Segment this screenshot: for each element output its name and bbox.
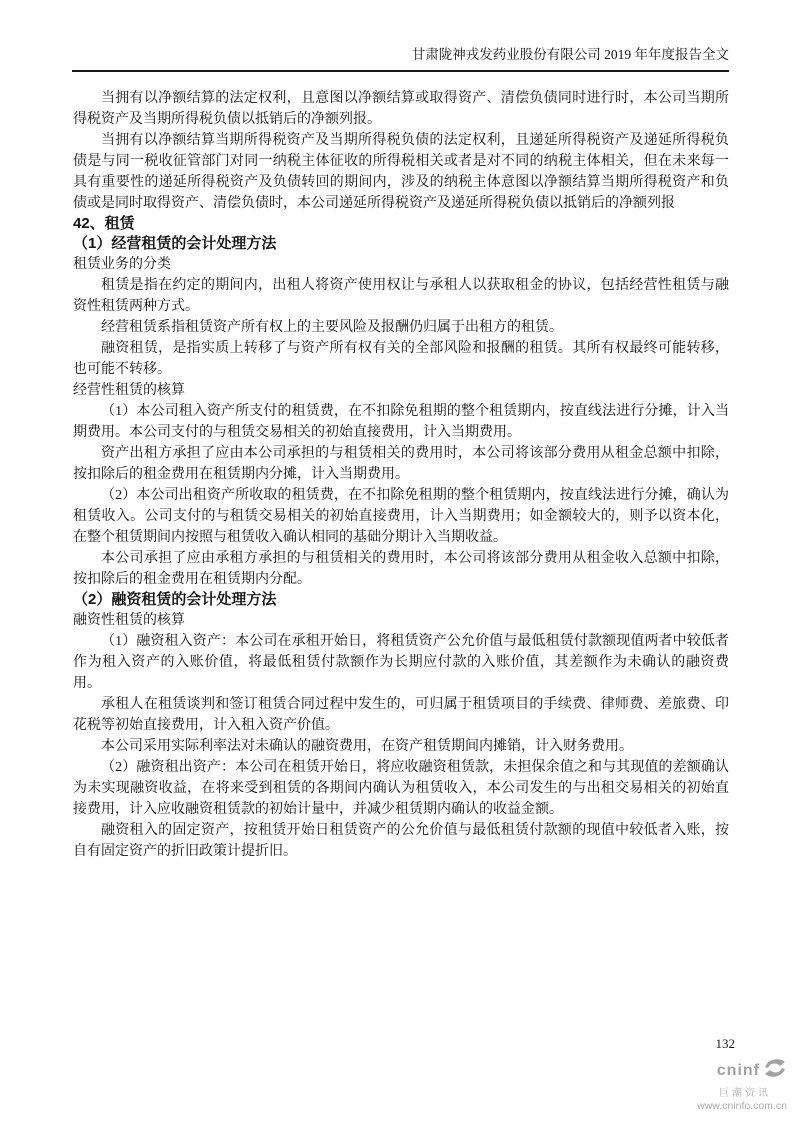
paragraph: 本公司采用实际利率法对未确认的融资费用，在资产租赁期间内摊销，计入财务费用。	[101, 739, 633, 754]
paragraph: 融资租赁，是指实质上转移了与资产所有权有关的全部风险和报酬的租赁。其所有权最终可能转移，也可能不转移。	[73, 341, 729, 377]
cninfo-url: www.cninfo.com.cn	[697, 1100, 787, 1112]
paragraph: 融资性租赁的核算	[73, 613, 185, 628]
paragraph: 经营租赁系指租赁资产所有权上的主要风险及报酬仍归属于出租方的租赁。	[101, 320, 563, 335]
paragraph: （2）本公司出租资产所收取的租赁费，在不扣除免租期的整个租赁期内，按直线法进行分摊，确认为租赁收入。公司支付的与租赁交易相关的初始直接费用，计入当期费用；如金额较大的，则予以资本化，在整个租赁期间内按照与租赁收入确认相同的基础分期计入当期收益。	[73, 488, 729, 545]
page-number: 132	[715, 1036, 735, 1051]
document-body	[73, 88, 729, 862]
paragraph: 融资租入的固定资产，按租赁开始日租赁资产的公允价值与最低租赁付款额的现值中较低者入账，按自有固定资产的折旧政策计提折旧。	[73, 823, 729, 859]
cninfo-chinese-name: 巨潮资讯	[719, 1088, 771, 1099]
paragraph: 当拥有以净额结算的法定权利，且意图以净额结算或取得资产、清偿负债同时进行时，本公司当期所得税资产及当期所得税负债以抵销后的净额列报。	[73, 91, 729, 127]
paragraph: 当拥有以净额结算当期所得税资产及当期所得税负债的法定权利，且递延所得税资产及递延所得税负债是与同一税收征管部门对同一纳税主体征收的所得税相关或者是对不同的纳税主体相关，但在未来每一具有重要性的递延所得税资产及负债转回的期间内，涉及的纳税主体意图以净额结算当期所得税资产和负债或是同时取得资产、清偿负债时，本公司递延所得税资产及递延所得税负债以抵销后的净额列报	[73, 133, 729, 211]
paragraph: 经营性租赁的核算	[73, 383, 185, 398]
cninfo-swirl-icon	[763, 1058, 787, 1083]
paragraph: 租赁是指在约定的期间内，出租人将资产使用权让与承租人以获取租金的协议，包括经营性租赁与融资性租赁两种方式。	[73, 278, 729, 314]
cninfo-brand-text: cninf	[716, 1061, 760, 1079]
paragraph: 本公司承担了应由承租方承担的与租赁相关的费用时，本公司将该部分费用从租金收入总额中扣除，按扣除后的租金费用在租赁期内分配。	[73, 551, 729, 587]
paragraph: 资产出租方承担了应由本公司承担的与租赁相关的费用时，本公司将该部分费用从租金总额中扣除，按扣除后的租金费用在租赁期内分摊，计入当期费用。	[73, 446, 729, 482]
cninfo-watermark	[697, 1058, 787, 1112]
page-header	[72, 46, 729, 72]
paragraph: 租赁业务的分类	[73, 257, 171, 272]
paragraph: （2）融资租出资产：本公司在租赁开始日，将应收融资租赁款，未担保余值之和与其现值的差额确认为未实现融资收益，在将来受到租赁的各期间内确认为租赁收入，本公司发生的与出租交易相关的初始直接费用，计入应收融资租赁款的初始计量中，并减少租赁期内确认的收益金额。	[73, 760, 729, 817]
report-header-title: 甘肃陇神戎发药业股份有限公司 2019 年年度报告全文	[411, 47, 729, 62]
subsection-heading-finance-lease: （2）融资租赁的会计处理方法	[73, 591, 277, 608]
section-heading-lease: 42、租赁	[73, 215, 135, 232]
paragraph: 承租人在租赁谈判和签订租赁合同过程中发生的，可归属于租赁项目的手续费、律师费、差旅费、印花税等初始直接费用，计入租入资产价值。	[73, 697, 729, 733]
paragraph: （1）融资租入资产：本公司在承租开始日，将租赁资产公允价值与最低租赁付款额现值两者中较低者作为租入资产的入账价值，将最低租赁付款额作为长期应付款的入账价值，其差额作为未确认的融资费用。	[73, 634, 729, 691]
subsection-heading-operating-lease: （1）经营租赁的会计处理方法	[73, 235, 277, 252]
paragraph: （1）本公司租入资产所支付的租赁费，在不扣除免租期的整个租赁期内，按直线法进行分摊，计入当期费用。本公司支付的与租赁交易相关的初始直接费用，计入当期费用。	[73, 404, 729, 440]
